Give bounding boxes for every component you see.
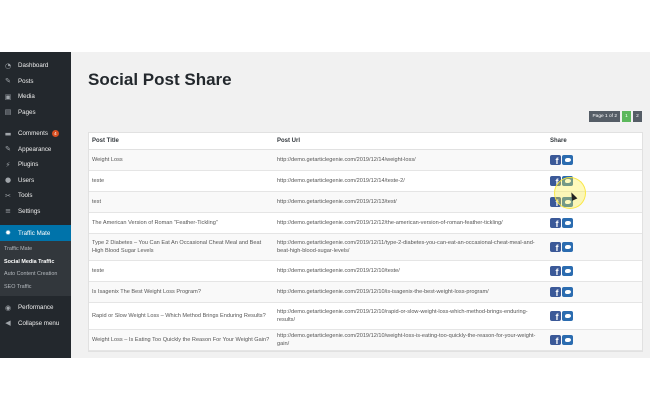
share-cell: [550, 261, 642, 281]
pages-icon: ▤: [4, 108, 12, 117]
brush-icon: ✎: [5, 145, 11, 154]
post-url-cell[interactable]: http://demo.getarticlegenie.com/2019/12/13/test/: [277, 199, 397, 205]
sidebar-item-label: Tools: [18, 192, 33, 200]
facebook-share-icon[interactable]: [550, 218, 561, 229]
traffic-mate-submenu: [0, 241, 71, 296]
sidebar-item-label: Appearance: [18, 145, 52, 153]
comment-icon: ▬: [4, 129, 12, 138]
sidebar-item-traffic-mate[interactable]: [0, 225, 71, 241]
post-title-cell: teste: [92, 178, 105, 184]
plugin-icon: ⚡: [5, 160, 11, 169]
share-cell: [550, 234, 642, 260]
facebook-share-icon[interactable]: [550, 242, 561, 253]
sidebar-item-plugins[interactable]: [0, 157, 71, 173]
share-cell: [550, 213, 642, 233]
sidebar-item-performance[interactable]: [0, 300, 71, 316]
submenu-item-auto-content-creation[interactable]: Auto Content Creation: [4, 271, 58, 277]
post-url-cell[interactable]: http://demo.getarticlegenie.com/2019/12/14/teste-2/: [277, 178, 405, 184]
share-cell: [550, 330, 642, 350]
sidebar-item-label: Plugins: [18, 161, 39, 169]
sidebar-item-tools[interactable]: [0, 188, 71, 204]
table-row: [89, 150, 642, 171]
twitter-share-icon[interactable]: [562, 287, 573, 298]
page-title: Social Post Share: [88, 70, 232, 89]
pagination-info: Page 1 of 2: [589, 111, 620, 122]
table-row: [89, 282, 642, 303]
facebook-share-icon[interactable]: [550, 311, 561, 322]
page-1-button[interactable]: 1: [622, 111, 631, 122]
facebook-share-icon[interactable]: [550, 287, 561, 298]
sidebar-item-posts[interactable]: [0, 74, 71, 90]
twitter-share-icon[interactable]: [562, 218, 573, 229]
sidebar-item-settings[interactable]: [0, 204, 71, 220]
post-title-cell: test: [92, 199, 102, 205]
users-icon: ●: [4, 176, 12, 185]
post-url-cell[interactable]: http://demo.getarticlegenie.com/2019/12/14/weight-loss/: [277, 157, 416, 163]
column-header-share: Share: [550, 138, 567, 144]
column-header-title: Post Title: [92, 138, 119, 144]
sidebar-item-comments[interactable]: [0, 126, 71, 142]
settings-icon: ≡: [5, 207, 11, 216]
table-row: [89, 303, 642, 330]
post-title-cell: The American Version of Roman “Feather-Tickling”: [92, 220, 218, 226]
share-cell: [550, 282, 642, 302]
post-url-cell[interactable]: http://demo.getarticlegenie.com/2019/12/10/rapid-or-slow-weight-loss-which-method-brings-enduring-results/: [277, 309, 528, 323]
share-cell: [550, 303, 642, 329]
sidebar-item-media[interactable]: [0, 89, 71, 105]
app-window: [0, 52, 650, 358]
column-header-url: Post Url: [277, 138, 301, 144]
post-url-cell[interactable]: http://demo.getarticlegenie.com/2019/12/10/teste/: [277, 268, 400, 274]
sidebar-item-users[interactable]: [0, 173, 71, 189]
sidebar-item-label: Media: [18, 93, 35, 101]
sidebar-item-collapse-menu[interactable]: [0, 316, 71, 332]
twitter-share-icon[interactable]: [562, 335, 573, 346]
post-url-cell[interactable]: http://demo.getarticlegenie.com/2019/12/12/the-american-version-of-roman-feather-tickling/: [277, 220, 503, 226]
sidebar-item-pages[interactable]: [0, 105, 71, 121]
sidebar-item-label: Traffic Mate: [18, 229, 51, 237]
sidebar-item-dashboard[interactable]: [0, 58, 71, 74]
performance-icon: ◉: [4, 303, 12, 312]
twitter-share-icon[interactable]: [562, 266, 573, 277]
table-header: [89, 133, 642, 150]
dashboard-icon: ◔: [4, 61, 12, 70]
table-row: [89, 330, 642, 351]
facebook-share-icon[interactable]: [550, 335, 561, 346]
twitter-share-icon[interactable]: [562, 155, 573, 166]
sidebar-item-label: Posts: [18, 77, 34, 85]
sidebar-item-label: Settings: [18, 207, 41, 215]
sidebar-item-label: Dashboard: [18, 62, 49, 70]
sidebar-item-label: Performance: [18, 304, 54, 312]
page-2-button[interactable]: 2: [633, 111, 642, 122]
post-url-cell[interactable]: http://demo.getarticlegenie.com/2019/12/11/type-2-diabetes-you-can-eat-an-occasional-cheat-meal-and-beat-high-blood-sugar-levels/: [277, 240, 535, 254]
pagination: [589, 111, 642, 122]
media-icon: ▣: [4, 92, 12, 101]
gear-icon: ✹: [5, 229, 11, 237]
post-url-cell[interactable]: http://demo.getarticlegenie.com/2019/12/10/weight-loss-is-eating-too-quickly-the-reason-for-your-weight-gain/: [277, 333, 536, 347]
post-title-cell: Type 2 Diabetes – You Can Eat An Occasional Cheat Meal and Beat High Blood Sugar Levels: [92, 240, 262, 254]
post-url-cell[interactable]: http://demo.getarticlegenie.com/2019/12/10/is-isagenix-the-best-weight-loss-program/: [277, 289, 489, 295]
sidebar-item-label: Comments: [18, 130, 48, 138]
posts-table: [88, 132, 643, 352]
submenu-item-seo-traffic[interactable]: SEO Traffic: [4, 283, 32, 290]
pin-icon: ✎: [5, 77, 11, 86]
table-row: [89, 234, 642, 261]
wrench-icon: ✂: [5, 191, 11, 200]
table-row: [89, 213, 642, 234]
collapse-icon: ◀: [5, 319, 11, 328]
post-title-cell: Rapid or Slow Weight Loss – Which Method Brings Enduring Results?: [92, 313, 266, 319]
sidebar-item-appearance[interactable]: [0, 142, 71, 158]
post-title-cell: Is Isagenix The Best Weight Loss Program?: [92, 289, 201, 295]
sidebar-item-label: Collapse menu: [18, 319, 60, 327]
table-row: [89, 261, 642, 282]
admin-sidebar: [0, 52, 71, 358]
comments-count-badge: 4: [52, 130, 59, 137]
submenu-item-traffic-mate[interactable]: Traffic Mate: [4, 246, 33, 252]
submenu-item-social-media-traffic[interactable]: Social Media Traffic: [4, 258, 55, 265]
twitter-share-icon[interactable]: [562, 311, 573, 322]
sidebar-item-label: Pages: [18, 108, 36, 116]
post-title-cell: Weight Loss: [92, 157, 123, 163]
twitter-share-icon[interactable]: [562, 242, 573, 253]
facebook-share-icon[interactable]: [550, 155, 561, 166]
post-title-cell: teste: [92, 268, 105, 274]
share-cell: [550, 150, 642, 170]
sidebar-item-label: Users: [18, 176, 35, 184]
facebook-share-icon[interactable]: [550, 266, 561, 277]
post-title-cell: Weight Loss – Is Eating Too Quickly the Reason For Your Weight Gain?: [92, 337, 270, 343]
